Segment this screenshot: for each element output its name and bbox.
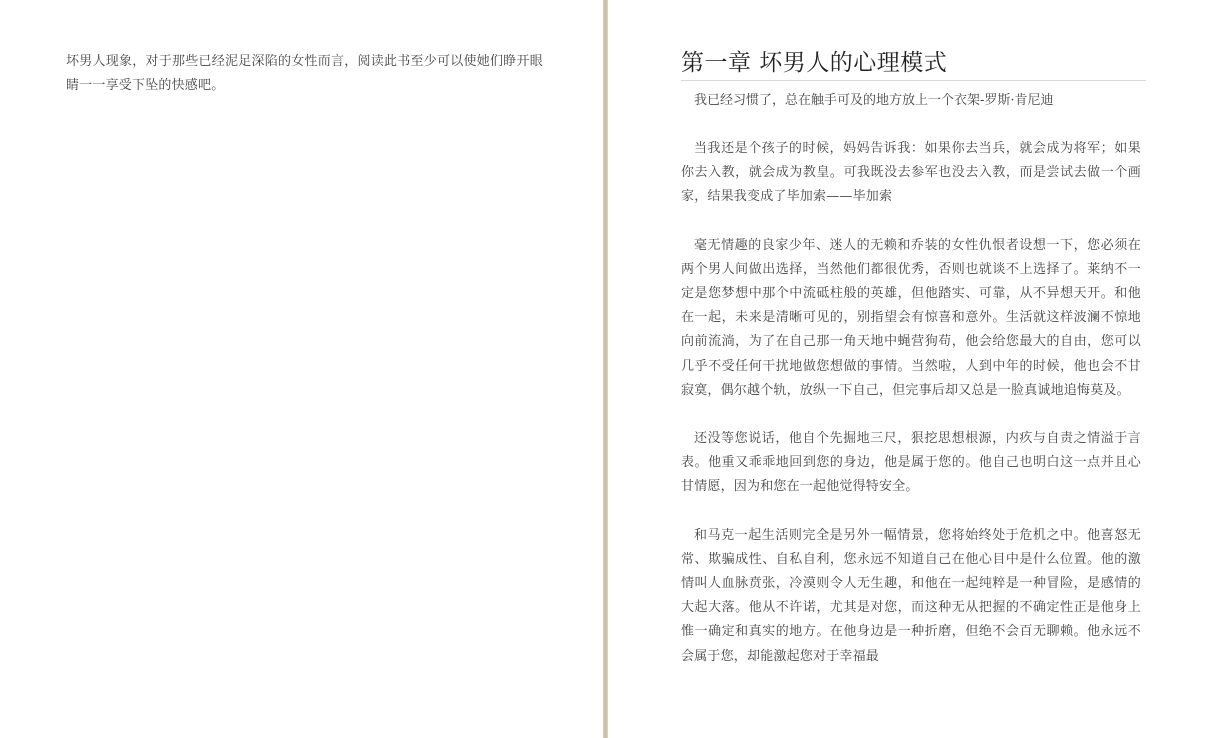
left-page-paragraph: 坏男人现象，对于那些已经泥足深陷的女性而言，阅读此书至少可以使她们睁开眼睛一一享受下坠的快感吧。 (66, 54, 543, 93)
chapter-body (681, 113, 1141, 669)
chapter-title: 第一章 坏男人的心理模式 (681, 47, 1146, 81)
body-paragraph-3: 还没等您说话，他自个先掘地三尺，狠挖思想根源，内疚与自责之情溢于言表。他重又乖乖地回到您的身边，他是属于您的。他自己也明白这一点并且心甘情愿，因为和您在一起他觉得特安全。 (681, 431, 1141, 495)
left-page[interactable] (0, 0, 603, 738)
right-page[interactable] (608, 0, 1210, 738)
body-paragraph-4: 和马克一起生活则完全是另外一幅情景，您将始终处于危机之中。他喜怒无常、欺骗成性、自私自利，您永远不知道自己在他心目中是什么位置。他的激情叫人血脉贲张，冷漠则令人无生趣，和他在一起纯粹是一种冒险，是感情的大起大落。他从不许诺，尤其是对您，而这种无从把握的不确定性正是他身上惟一确定和真实的地方。在他身边是一种折磨，但绝不会百无聊赖。他永远不会属于您，却能激起您对于幸福最 (681, 527, 1141, 664)
chapter-epigraph: 我已经习惯了，总在触手可及的地方放上一个衣架-罗斯·肯尼迪 (694, 93, 1054, 108)
body-paragraph-1: 当我还是个孩子的时候，妈妈告诉我：如果你去当兵，就会成为将军；如果你去入教，就会成为教皇。可我既没去参军也没去入教，而是尝试去做一个画家，结果我变成了毕加索——毕加索 (681, 141, 1141, 205)
body-paragraph-2: 毫无情趣的良家少年、迷人的无赖和乔装的女性仇恨者设想一下，您必须在两个男人间做出选择，当然他们都很优秀，否则也就谈不上选择了。莱纳不一定是您梦想中那个中流砥柱般的英雄，但他踏实、可靠，从不异想天开。和他在一起，未来是清晰可见的，别指望会有惊喜和意外。生活就这样波澜不惊地向前流淌，为了在自己那一角天地中蝇营狗苟，他会给您最大的自由，您可以几乎不受任何干扰地做您想做的事情。当然啦，人到中年的时候，他也会不甘寂寞，偶尔越个轨，放纵一下自己，但完事后却又总是一脸真诚地追悔莫及。 (681, 237, 1141, 398)
